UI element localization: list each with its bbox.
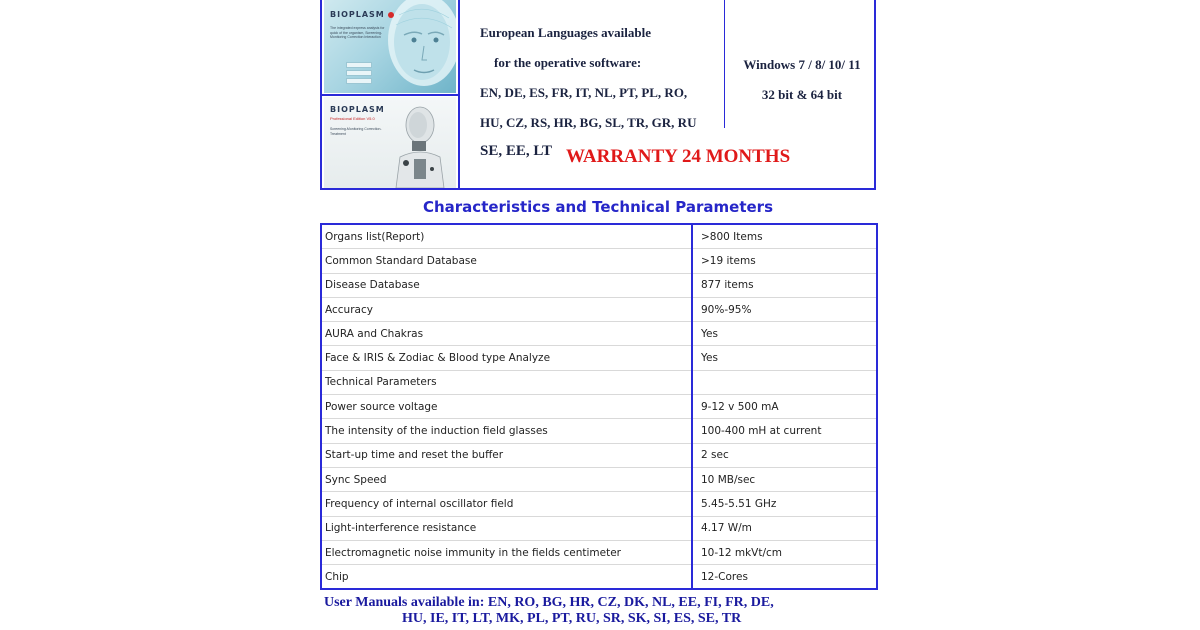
spec-name: Sync Speed (321, 467, 692, 491)
table-row (321, 273, 877, 297)
languages-heading-2: for the operative software: (494, 55, 642, 70)
os-compatibility (732, 50, 872, 110)
spec-value: >19 items (692, 249, 877, 273)
table-row (321, 224, 877, 249)
spec-value: 90%-95% (692, 297, 877, 321)
warranty-label: WARRANTY 24 MONTHS (566, 146, 791, 167)
spec-name: Start-up time and reset the buffer (321, 443, 692, 467)
spec-value: 5.45-5.51 GHz (692, 492, 877, 516)
screenshot1-button-1 (346, 62, 372, 68)
table-row (321, 565, 877, 590)
spec-name: Technical Parameters (321, 370, 692, 394)
bioplasm-logo: BIOPLASM (330, 105, 385, 114)
spec-name: Power source voltage (321, 395, 692, 419)
logo-dot-icon (388, 12, 394, 18)
section-title: Characteristics and Technical Parameters (422, 198, 774, 216)
product-info-box (320, 0, 876, 190)
windows-versions: Windows 7 / 8/ 10/ 11 (743, 57, 861, 72)
spec-name: Face & IRIS & Zodiac & Blood type Analyze (321, 346, 692, 370)
bit-support: 32 bit & 64 bit (761, 87, 843, 102)
table-row (321, 370, 877, 394)
table-row (321, 249, 877, 273)
spec-value (692, 370, 877, 394)
column-divider (458, 0, 460, 188)
spec-name: Frequency of internal oscillator field (321, 492, 692, 516)
spec-name: Chip (321, 565, 692, 590)
screenshot1-button-2 (346, 70, 372, 76)
manuals-line-2: HU, IE, IT, LT, MK, PL, PT, RU, SR, SK, SI, ES, SE, TR (402, 611, 742, 626)
spec-value: 2 sec (692, 443, 877, 467)
screenshot1-button-3 (346, 78, 372, 84)
spec-value: 100-400 mH at current (692, 419, 877, 443)
table-row (321, 516, 877, 540)
spec-value: 877 items (692, 273, 877, 297)
spec-value: Yes (692, 322, 877, 346)
languages-list-2: HU, CZ, RS, HR, BG, SL, TR, GR, RU (480, 115, 697, 130)
spec-value: 4.17 W/m (692, 516, 877, 540)
spec-value: >800 Items (692, 224, 877, 249)
languages-list-3: SE, EE, LT (480, 143, 552, 159)
spec-name: AURA and Chakras (321, 322, 692, 346)
spec-value: Yes (692, 346, 877, 370)
screenshot-divider (322, 94, 458, 96)
languages-list-1: EN, DE, ES, FR, IT, NL, PT, PL, RO, (480, 85, 688, 100)
spec-value: 12-Cores (701, 570, 748, 583)
table-row (321, 395, 877, 419)
table-row (321, 443, 877, 467)
spec-name: Disease Database (321, 273, 692, 297)
spec-name: Common Standard Database (321, 249, 692, 273)
screenshot2-caption: Screening-Monitoring Correction-Treatment (330, 127, 382, 136)
spec-value: 10 MB/sec (692, 467, 877, 491)
table-row (321, 297, 877, 321)
software-screenshot-robot (324, 97, 456, 188)
table-row (321, 467, 877, 491)
screenshot1-caption: The integrated express analysis for quick of the organism, Screening-Monitoring Correction Interaction (330, 26, 385, 39)
spec-name: The intensity of the induction field glasses (321, 419, 692, 443)
manuals-line-1: User Manuals available in: EN, RO, BG, HR, CZ, DK, NL, EE, FI, FR, DE, (324, 595, 774, 610)
spec-value: 10-12 mkVt/cm (692, 540, 877, 564)
spec-name: Light-interference resistance (321, 516, 692, 540)
spec-value: 9-12 v 500 mA (692, 395, 877, 419)
screenshot2-edition: Professional Edition V5.0 (330, 116, 375, 121)
specs-table (320, 223, 878, 590)
table-row (321, 492, 877, 516)
languages-heading-1: European Languages available (480, 25, 651, 40)
spec-name: Accuracy (321, 297, 692, 321)
bioplasm-logo: BIOPLASM (330, 10, 394, 19)
languages-block (480, 22, 696, 142)
table-row (321, 419, 877, 443)
user-manuals-languages (320, 595, 880, 627)
table-row (321, 322, 877, 346)
spec-name: Electromagnetic noise immunity in the fields centimeter (321, 540, 692, 564)
column-divider (724, 0, 725, 128)
software-screenshot-face (324, 0, 456, 93)
spec-name: Organs list(Report) (321, 224, 692, 249)
table-row (321, 346, 877, 370)
table-row (321, 540, 877, 564)
